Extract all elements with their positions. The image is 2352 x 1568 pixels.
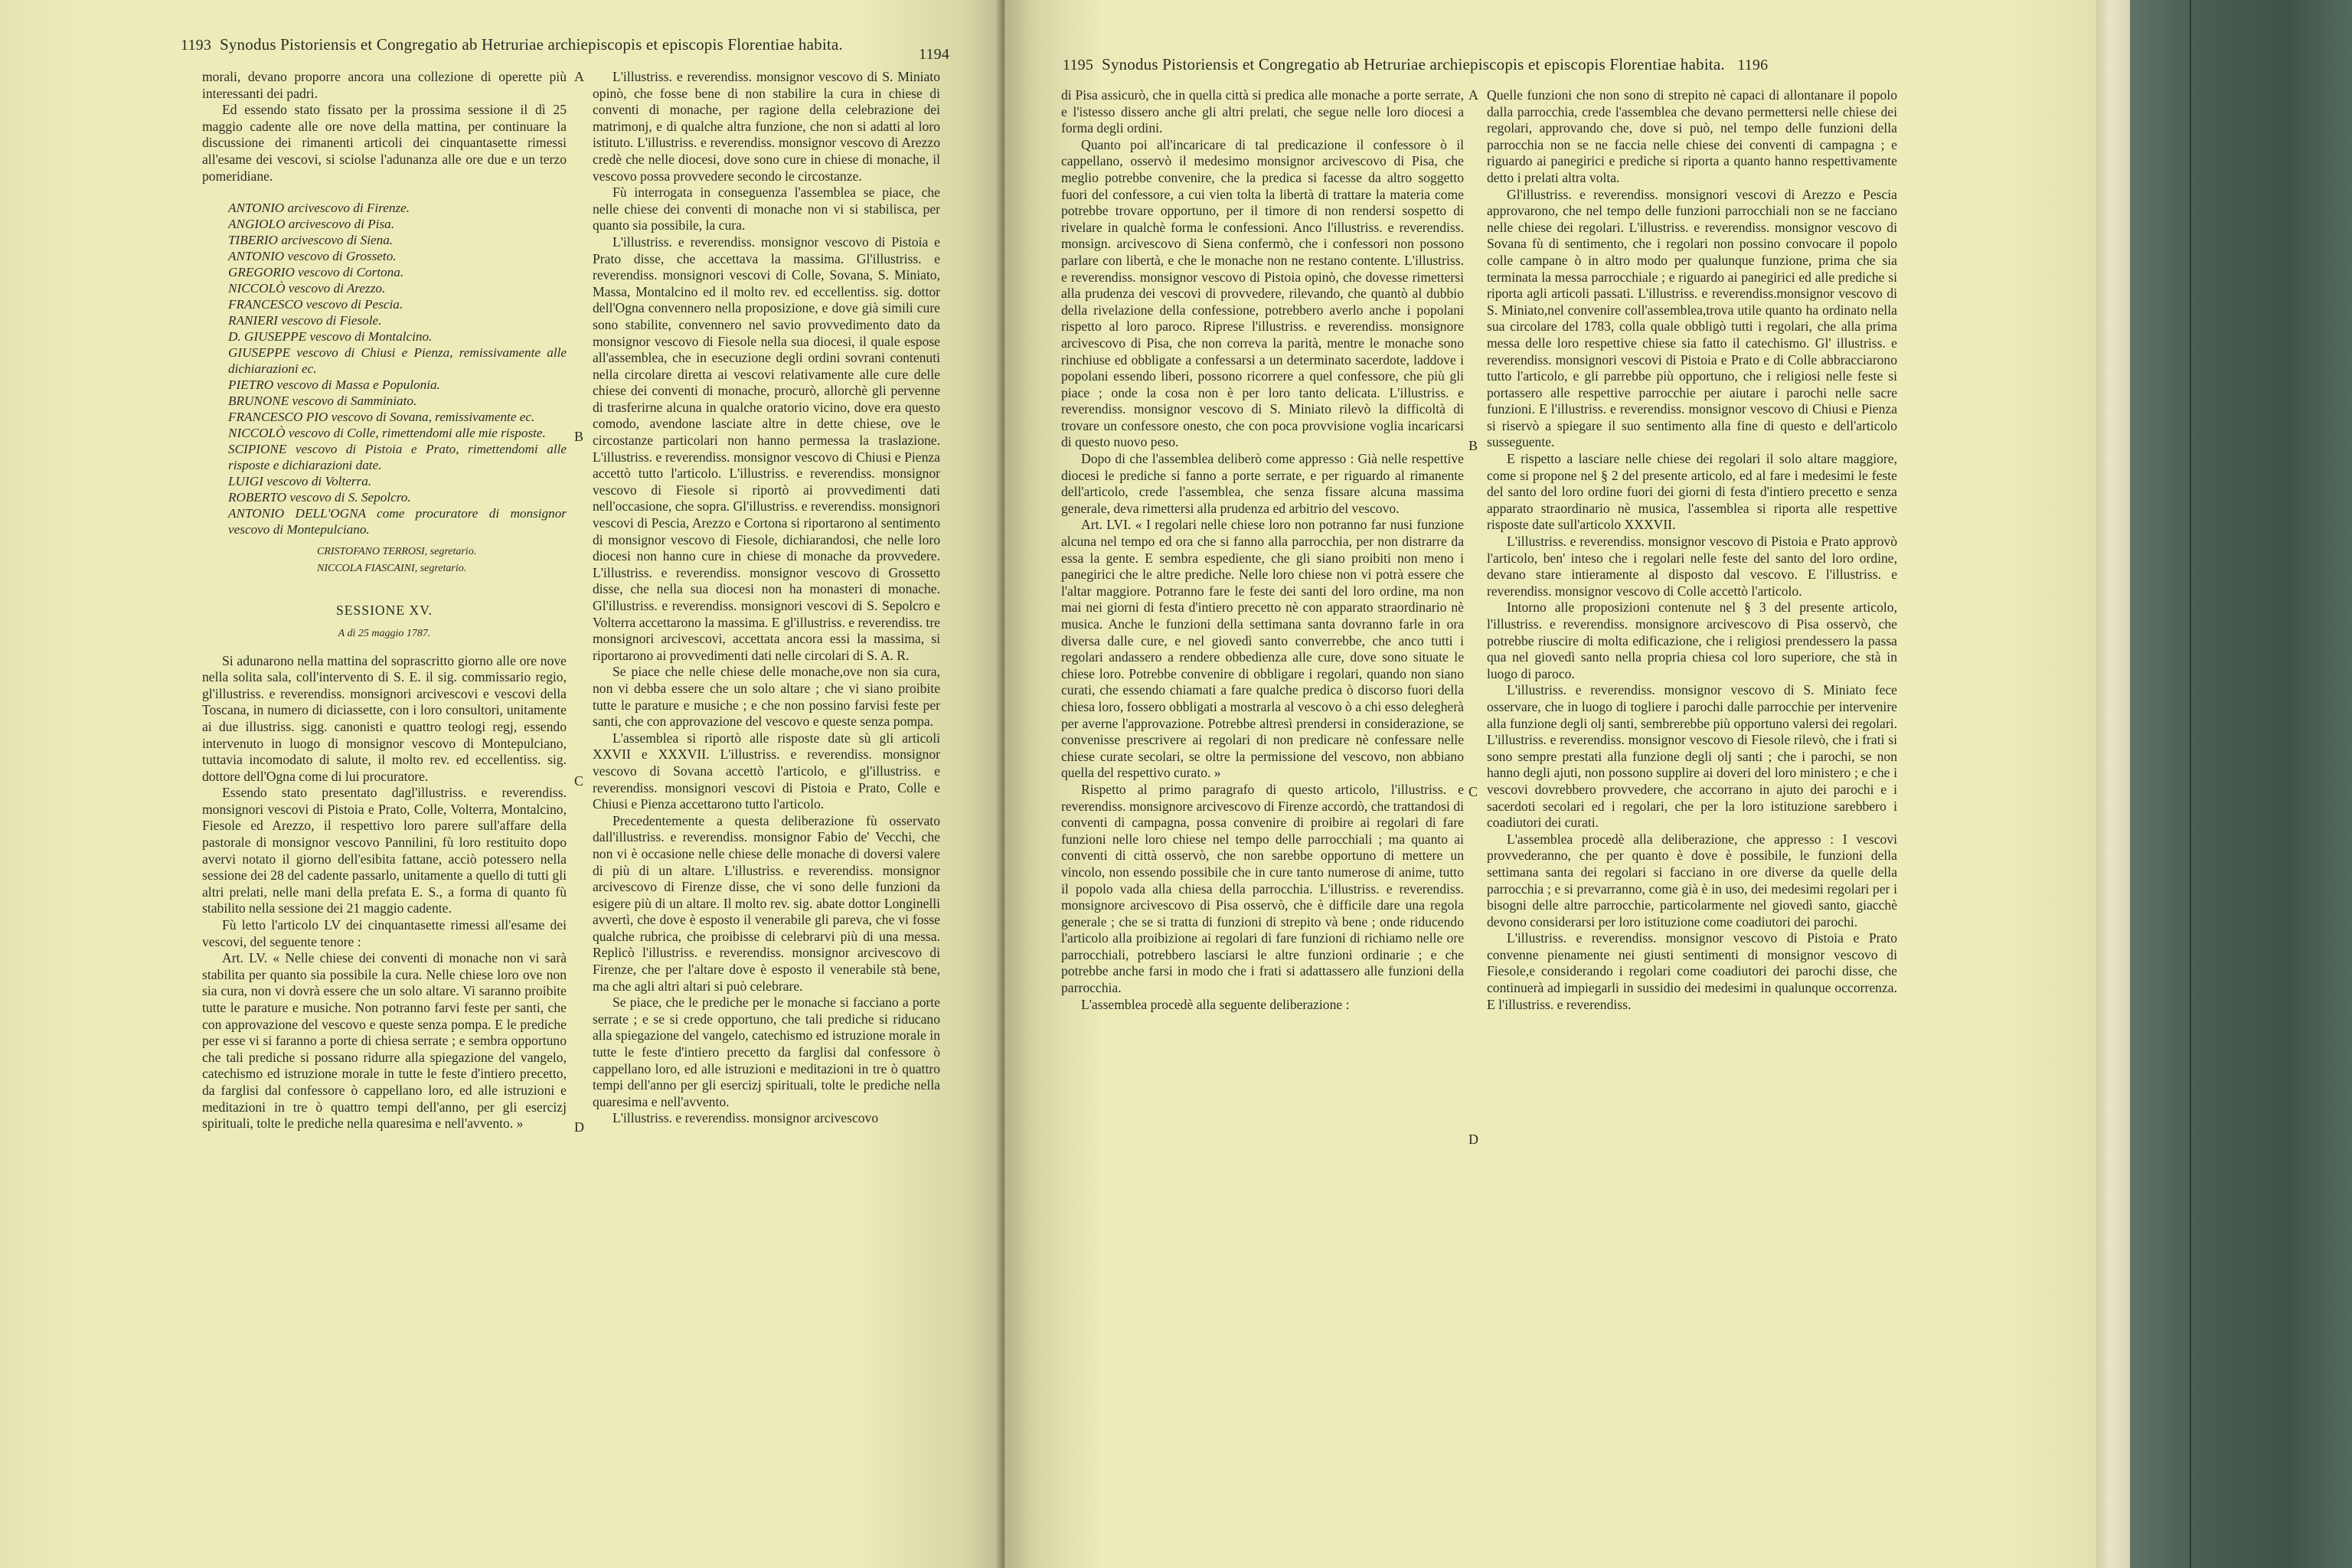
signature: RANIERI vescovo di Fiesole. bbox=[228, 313, 382, 328]
left-page bbox=[0, 0, 1004, 1568]
session-date: A dì 25 maggio 1787. bbox=[338, 627, 431, 639]
left-column-1 bbox=[202, 69, 567, 1132]
margin-letter: C bbox=[1468, 784, 1478, 799]
right-column-2 bbox=[1487, 87, 1897, 1013]
paragraph: L'illustriss. e reverendiss. monsignor vescovo di Pistoia e Prato disse, che accettava la massima. Gl'illustriss. e reverendiss. monsignori vescovi di Colle, Sovana, S. Miniato, Massa, Montalcino ed il molto rev. ed eccellentiss. sig. dottor dell'Ogna convennero nella proposizione, e dove già simili cure sono stabilite, convennero nel savio provvedimento dato da monsignor vescovo di Fiesole nella sua diocesi, il quale espose all'assemblea, che in esecuzione degli ordini sovrani contenuti nella circolare diretta ai vescovi relativamente alle cure delle chiese dei conventi di monache, procurò, allorchè gli pervenne di trasferirne alcuna in qualche oratorio vicino, dove era questo comodo, avendone lasciate altre in dette chiese, ove le circostanze particolari non hanno permessa la traslazione. L'illustriss. e reverendiss. monsignor vescovo di Chiusi e Pienza accettò tutto l'articolo. L'illustriss. e reverendiss. monsignor vescovo di Fiesole si riportò ai provvedimenti dati nell'occasione, che sopra. Gl'illustriss. e reverendiss. monsignori vescovi di Pescia, Arezzo e Cortona si riportarono al sentimento di monsignor vescovo di Fiesole, dichiarandosi, che nelle loro diocesi non hanno cure in chiese di monache da provvedere. L'illustriss. e reverendiss. monsignor vescovo di Grossetto disse, che nella sua diocesi non ha monasteri di monache. Gl'illustriss. e reverendiss. monsignori vescovi di S. Sepolcro e Volterra accettarono la massima. E gl'illustriss. e reverendiss. tre monsignori arcivescovi, accettata ancora essi la massima, si riportarono ai provvedimenti dati nelle circolari di S. A. R. bbox=[593, 234, 940, 663]
signature: ROBERTO vescovo di S. Sepolcro. bbox=[228, 490, 411, 505]
signature: GREGORIO vescovo di Cortona. bbox=[228, 265, 404, 280]
paragraph: L'illustriss. e reverendiss. monsignor arcivescovo bbox=[612, 1110, 879, 1126]
secretary: CRISTOFANO TERROSI, segretario. bbox=[317, 546, 477, 558]
paragraph: Intorno alle proposizioni contenute nel § 3 del presente articolo, l'illustriss. e reverendiss. monsignore arcivescovo di Pisa osservò, che potrebbe riuscire di molta edificazione, che i religiosi prendessero la passa qua nel giovedì santo nella propria chiesa col loro superiore, che stà in luogo di paroco. bbox=[1487, 599, 1897, 681]
signature: ANGIOLO arcivescovo di Pisa. bbox=[228, 217, 395, 232]
margin-letter: A bbox=[574, 69, 584, 84]
signature: ANTONIO DELL'OGNA come procuratore di monsignor vescovo di Montepulciano. bbox=[228, 506, 567, 537]
cover-hinge-line bbox=[2190, 0, 2191, 1568]
signature: FRANCESCO vescovo di Pescia. bbox=[228, 297, 403, 312]
paragraph: Se piace, che le prediche per le monache si facciano a porte serrate ; e se si crede opportuno, che tali prediche si riducano alla spiegazione del vangelo, catechismo ed istruzione morale in tutte le feste d'intiero precetto da farglisi dal confessore ò cappellano loro, ed alle istruzioni e meditazioni in tre ò quattro tempi dell'anno per gli esercizj spirituali, tolte le prediche nella quaresima e nell'avvento. bbox=[593, 995, 940, 1109]
margin-letter: D bbox=[574, 1119, 584, 1135]
book-cover-board bbox=[2130, 0, 2352, 1568]
signature: GIUSEPPE vescovo di Chiusi e Pienza, remissivamente alle dichiarazioni ec. bbox=[228, 345, 567, 377]
paragraph: Fù interrogata in conseguenza l'assemblea se piace, che nelle chiese dei conventi di monache non vi si stabilisca, per quanto sia possibile, la cura. bbox=[593, 185, 940, 234]
paragraph: Si adunarono nella mattina del soprascritto giorno alle ore nove nella solita sala, coll'intervento di S. E. il sig. commissario regio, gl'illustriss. e reverendiss. monsignori arcivescovi e vescovi della Toscana, in numero di diciassette, con i loro consultori, unitamente ai due illustriss. sigg. canonisti e quattro teologi regj, essendo intervenuto in luogo di monsignor vescovo di Montepulciano, tuttavia incomodato di salute, il molto rev. ed eccellentiss. sig. dottore dell'Ogna come di lui procuratore. bbox=[202, 652, 567, 784]
signature: NICCOLÒ vescovo di Arezzo. bbox=[228, 281, 386, 296]
paragraph: L'illustriss. e reverendiss. monsignor vescovo di S. Miniato opinò, che fosse bene di non stabilire la cura in chiese di conventi di monache, per ragione della celebrazione dei matrimonj, e di qualche altra funzione, che non si adatti al loro istituto. L'illustriss. e reverendiss. monsignor vescovo di Arezzo credè che nelle diocesi, dove sono cure in chiese di monache, il vescovo possa provvedere secondo le circostanze. bbox=[593, 69, 940, 184]
left-page-number-1: 1193 bbox=[181, 37, 212, 54]
paragraph: di Pisa assicurò, che in quella città si predica alle monache a porte serrate, e l'istesso dissero anche gli altri prelati, che segue nelle loro diocesi a forma degli ordini. bbox=[1061, 87, 1464, 136]
right-running-title: Synodus Pistoriensis et Congregatio ab Hetruriae archiepiscopis et episcopis Florentiae habita. bbox=[1101, 55, 1725, 74]
paragraph: Quelle funzioni che non sono di strepito nè capaci di allontanare il popolo dalla parrocchia, crede l'assemblea che devano permettersi nelle chiese dei regolari, approvando che, dove si può, nel tempo delle funzioni della parrocchia non se ne faccia nelle chiese dei conventi di campagna ; e riguardo ai panegirici e prediche si riporta a quanto hanno respettivamente detto i prelati altra volta. bbox=[1487, 87, 1897, 185]
signature: NICCOLÒ vescovo di Colle, rimettendomi alle mie risposte. bbox=[228, 426, 546, 441]
paragraph: Se piace che nelle chiese delle monache,ove non sia cura, non vi debba essere che un solo altare ; che vi siano proibite tutte le parature e musiche ; e che non possino farvisi feste per santi, che con approvazione del vescovo e queste senza pompa. bbox=[593, 664, 940, 730]
session-title: SESSIONE XV. bbox=[335, 603, 433, 619]
secretary: NICCOLA FIASCAINI, segretario. bbox=[317, 562, 467, 574]
paragraph: E rispetto a lasciare nelle chiese dei regolari il solo altare maggiore, come si propone nel § 2 del presente articolo, ed al fare i medesimi le feste del santo del loro ordine fuori dei giorni di festa d'intiero precetto e senza apparato straordinario nè musica, l'assemblea si riporta alle respettive risposte date sull'articolo XXXVII. bbox=[1487, 451, 1897, 533]
paragraph: Gl'illustriss. e reverendiss. monsignori vescovi di Arezzo e Pescia approvarono, che nel tempo delle funzioni parrocchiali non se ne facciano nelle chiese dei regolari. L'illustriss. e reverendiss. monsignor vescovo di Sovana fù di sentimento, che i regolari non possino convocare il popolo colle campane ò in altro modo per qualunque funzione, prima che sia terminata la messa parrocchiale ; e riguardo ai panegirici ed alle prediche si riporta agli articoli passati. L'illustriss. e reverendiss.monsignor vescovo di S. Miniato,nel convenire coll'assemblea,trova utile quanto ha ordinato nella sua circolare del 1783, colla quale obbligò tutti i regolari, che alla prima messa delle loro respettive chiese sia fatto il catechismo. Gl' illustriss. e reverendiss. monsignori vescovi di Pistoia e Prato e di Colle abbracciarono tutto l'articolo, e gli parrebbe più opportuno, che i religiosi nelle feste si portassero alle respettive parrocchie per aiutare i parochi nelle sacre funzioni. E l'illustriss. e reverendiss. monsignor vescovo di Chiusi e Pienza si riservò a spiegare il suo sentimento alla fine di questo e dell'articolo susseguente. bbox=[1487, 186, 1897, 450]
paragraph: L'illustriss. e reverendiss. monsignor vescovo di Pistoia e Prato approvò l'articolo, ben' inteso che i regolari nelle feste del santo del loro ordine, devano stare intieramente al disposto dal vescovo. E l'illustriss. e reverendiss. monsignor vescovo di Colle accettò l'articolo. bbox=[1487, 534, 1897, 599]
paragraph: Dopo di che l'assemblea deliberò come appresso : Già nelle respettive diocesi le prediche si fanno a porte serrate, e per riguardo al rimanente dell'articolo, crede l'assemblea, che senza fissare alcuna massima generale, deva rimettersi alla prudenza ed arbitrio del vescovo. bbox=[1061, 451, 1464, 516]
paragraph: morali, devano proporre ancora una collezione di operette più interessanti dei padri. bbox=[202, 69, 567, 101]
paragraph: L'assemblea si riportò alle risposte date sù gli articoli XXVII e XXXVII. L'illustriss. e reverendiss. monsignor vescovo di Sovana accettò l'articolo, e gl'illustriss. e reverendiss. monsignori vescovi di Pistoia e Prato, Colle e Chiusi e Pienza accettarono tutto l'articolo. bbox=[593, 730, 940, 812]
right-running-head bbox=[1063, 55, 1768, 74]
paragraph: Art. LV. « Nelle chiese dei conventi di monache non vi sarà stabilita per quanto sia possibile la cura. Nelle chiese loro ove non sia cura, non vi dovrà essere che un solo altare. Vi saranno proibite tutte le parature e musiche. Non potranno farvi feste per santi, che con approvazione del vescovo e queste senza pompa. E le prediche per esse vi si faranno a porte di chiesa serrate ; e sembra opportuno che tali prediche si possano ridurre alla spiegazione del vangelo, catechismo ed istruzione morale in tutte le feste d'intiero precetto, da farglisi dal confessore ò cappellano loro, ed alle istruzioni e meditazioni in tre ò quattro tempi dell'anno, per gli esercizj spirituali, tolte le prediche nella quaresima e nell'avvento. » bbox=[202, 950, 567, 1132]
paragraph: Precedentemente a questa deliberazione fù osservato dall'illustriss. e reverendiss. monsignor Fabio de' Vecchi, che non vi è occasione nelle chiese delle monache di doversi valere di più di un altare. L'illustriss. e reverendiss. monsignor arcivescovo di Firenze disse, che vi sono delle funzioni da esigere più di un altare. Il molto rev. sig. abate dottor Longinelli avvertì, che dove è esposto il venerabile gli pareva, che vi fosse qualche rubrica, che proibisse di celebrarvi più di una messa. Replicò l'illustriss. e reverendiss. monsignor arcivescovo di Firenze, che per l'altare dove è esposto il venerabile stà bene, ma che agli altri altari si può celebrare. bbox=[593, 812, 940, 994]
left-running-title: Synodus Pistoriensis et Congregatio ab Hetruriae archiepiscopis et episcopis Florentiae habita. bbox=[219, 35, 843, 54]
paragraph: Essendo stato presentato dagl'illustriss. e reverendiss. monsignori vescovi di Pistoia e Prato, Colle, Volterra, Montalcino, Fiesole ed Arezzo, il respettivo loro parere sull'affare della pastorale di monsignor vescovo Pannilini, fù loro restituito dopo avervi notato il giorno dell'esibita fattane, acciò potessero nella sessione dei 28 del cadente passarlo, unitamente a quello di tutti gli altri prelati, nelle mani della prefata E. S., a forma di quanto fù stabilito nella sessione dei 21 maggio cadente. bbox=[202, 785, 567, 916]
margin-letter: B bbox=[574, 429, 584, 444]
margin-letter: D bbox=[1468, 1132, 1478, 1147]
margin-letter: B bbox=[1468, 438, 1478, 453]
signature-list bbox=[202, 200, 567, 537]
signature: BRUNONE vescovo di Samminiato. bbox=[228, 394, 417, 409]
paragraph: L'illustriss. e reverendiss. monsignor vescovo di S. Miniato fece osservare, che in luogo di togliere i parochi dalle parrocchie per intervenire alla funzione degli olj santi, sembrerebbe più opportuno valersi dei regolari. L'illustriss. e reverendiss. monsignor vescovo di Fiesole rilevò, che i frati si sono sempre prestati alla funzione degli olj santi ; che i parochi, se non hanno degli ajuti, non possono supplire ai doveri del loro ministero ; e che i vescovi dovrebbero provvedere, che accorrano in ajuto dei parochi e i sacerdoti secolari ed i regolari, che per la loro istituzione sarebbero i coadiutori dei curati. bbox=[1487, 682, 1897, 831]
margin-letter: C bbox=[574, 773, 584, 789]
right-page bbox=[1004, 0, 2096, 1568]
signature: SCIPIONE vescovo di Pistoia e Prato, rimettendomi alle risposte e dichiarazioni date. bbox=[228, 442, 567, 473]
signature: LUIGI vescovo di Volterra. bbox=[228, 474, 372, 489]
paragraph: Art. LVI. « I regolari nelle chiese loro non potranno far nusi funzione alcuna nel tempo ed ora che si fanno alla parrocchia, per non distrarre da essa la gente. E sembra espediente, che gli siano proibiti non meno i panegirici che le altre prediche. Nelle loro chiese non vi potrà essere che l'altar maggiore. Potranno fare le feste dei santi del loro ordine, ma non mai nei giorni di festa d'intiero precetto nè con apparato straordinario nè musica. Anche le funzioni della settimana santa dovranno farle in ora diversa dalle cure, e nel giovedì santo converrebbe, che anco tutti i regolari andassero a rendere obbedienza alle cure, dove sono situate le chiese loro. Potrebbe convenire di obbligare i regolari, quando non siano curati, che essendo chiamati a fare qualche predica ò discorso fuori della chiesa loro, fossero obbligati a mostrarla al vescovo ò a chi esso delegherà per averne l'approvazione. Potrebbe altresì prendersi in considerazione, se convenisse prescrivere ai regolari di non predicare nè confessare nelle chiese curate secolari, se oltre la permissione del vescovo, non abbiano quella del respettivo curato. » bbox=[1061, 517, 1464, 781]
paragraph: Ed essendo stato fissato per la prossima sessione il dì 25 maggio cadente alle ore nove della mattina, per continuare la discussione dei rimanenti articoli dei cinquantasette rimessi all'esame dei vescovi, si sciolse l'adunanza alle ore due e un terzo pomeridiane. bbox=[202, 102, 567, 184]
left-page-number-2: 1194 bbox=[919, 46, 950, 63]
paragraph: Quanto poi all'incaricare di tal predicazione il confessore ò il cappellano, osservò il medesimo monsignor arcivescovo di Pisa, che meglio potrebbe convenire, che la predica si facesse da altro soggetto fuori del confessore, a cui vien tolta la libertà di trattare la materia come potrebbe trovare opportuno, per il timore di non rendersi sospetto di rivelare in qualchè forma le confessioni. Anco l'illustriss. e reverendiss. monsign. arcivescovo di Siena confermò, che i confessori non possono parlare con libertà, e che le monache non ne restano contente. L'illustriss. e reverendiss. monsignor vescovo di Pistoia opinò, che dovesse rimettersi alla prudenza dei vescovi di provvedere, rilevando, che quantò al dubbio della rivelazione della confessione, potrebbero averlo anche i popolani rispetto al loro paroco. Riprese l'illustriss. e reverendiss. monsignore arcivescovo di Pisa, che non correva la parità, mentre le monache sono rinchiuse ed obbligate a confessarsi a un determinato sacerdote, laddove i popolani essendo liberi, possono ricorrere a quel confessore, che più gli piace ; onde la cosa non è per loro tanto delicata. L'illustriss. e reverendiss. monsignor vescovo di S. Miniato rilevò la difficoltà di trovare un confessore onesto, che con poca provvisione voglia incaricarsi di questo nuovo peso. bbox=[1061, 136, 1464, 450]
signature: ANTONIO vescovo di Grosseto. bbox=[228, 249, 397, 264]
paragraph: Rispetto al primo paragrafo di questo articolo, l'illustriss. e reverendiss. monsignore arcivescovo di Firenze accordò, che trattandosi di conventi di campagna, possa convenire di proibire ai regolari di fare funzioni nelle loro chiese nel tempo delle parrocchiali ; ma quanto ai conventi di città osservò, che non sarebbe opportuno di mettere un vincolo, non essendo possibile che in cure tanto numerose di anime, tutto il popolo vada alla chiesa della parrocchia. L'illustriss. e reverendiss. monsignore arcivescovo di Pisa osservò, che è difficile dare una regola generale ; che se si tratta di funzioni di strepito và bene ; onde riducendo l'articolo alla proibizione ai regolari di fare funzioni di richiamo nelle ore parrocchiali, potrebbero lasciarsi le altre funzioni ordinarie ; e che potrebbe anche farsi in modo che i frati si adattassero alle funzioni della parrocchia. bbox=[1061, 781, 1464, 996]
signature: PIETRO vescovo di Massa e Populonia. bbox=[228, 377, 440, 393]
page-edges bbox=[2096, 0, 2130, 1568]
signature: FRANCESCO PIO vescovo di Sovana, remissivamente ec. bbox=[228, 410, 535, 425]
margin-letter: A bbox=[1468, 87, 1478, 103]
right-page-number-1: 1195 bbox=[1063, 57, 1094, 74]
right-column-1 bbox=[1061, 87, 1464, 1013]
signature: TIBERIO arcivescovo di Siena. bbox=[228, 233, 394, 248]
paragraph: L'illustriss. e reverendiss. monsignor vescovo di Pistoia e Prato convenne pienamente nei giusti sentimenti di monsignor vescovo di Fiesole,e considerando i regolari come coadiutori dei parochi disse, che continuerà ad impiegarli in sussidio dei medesimi in qualunque occorrenza. E l'illustriss. e reverendiss. bbox=[1487, 930, 1897, 1012]
left-running-head bbox=[181, 35, 843, 54]
left-column-2 bbox=[593, 69, 940, 1127]
signature: ANTONIO arcivescovo di Firenze. bbox=[228, 201, 410, 216]
signature: D. GIUSEPPE vescovo di Montalcino. bbox=[228, 329, 433, 345]
right-page-number-2: 1196 bbox=[1737, 57, 1769, 74]
paragraph: Fù letto l'articolo LV dei cinquantasette rimessi all'esame dei vescovi, del seguente tenore : bbox=[202, 917, 567, 949]
paragraph: L'assemblea procedè alla deliberazione, che appresso : I vescovi provvederanno, che per quanto è dove è possibile, le funzioni della settimana santa dei regolari si facciano in ore diverse da quelle della parrocchia ; e si prevarranno, come già è in uso, dei medesimi regolari per i bisogni delle altre parrocchie, particolarmente nel giovedì santo, giacchè devono considerarsi per loro istituzione come coadiutori dei parochi. bbox=[1487, 831, 1897, 929]
paragraph: L'assemblea procedè alla seguente deliberazione : bbox=[1081, 996, 1350, 1012]
